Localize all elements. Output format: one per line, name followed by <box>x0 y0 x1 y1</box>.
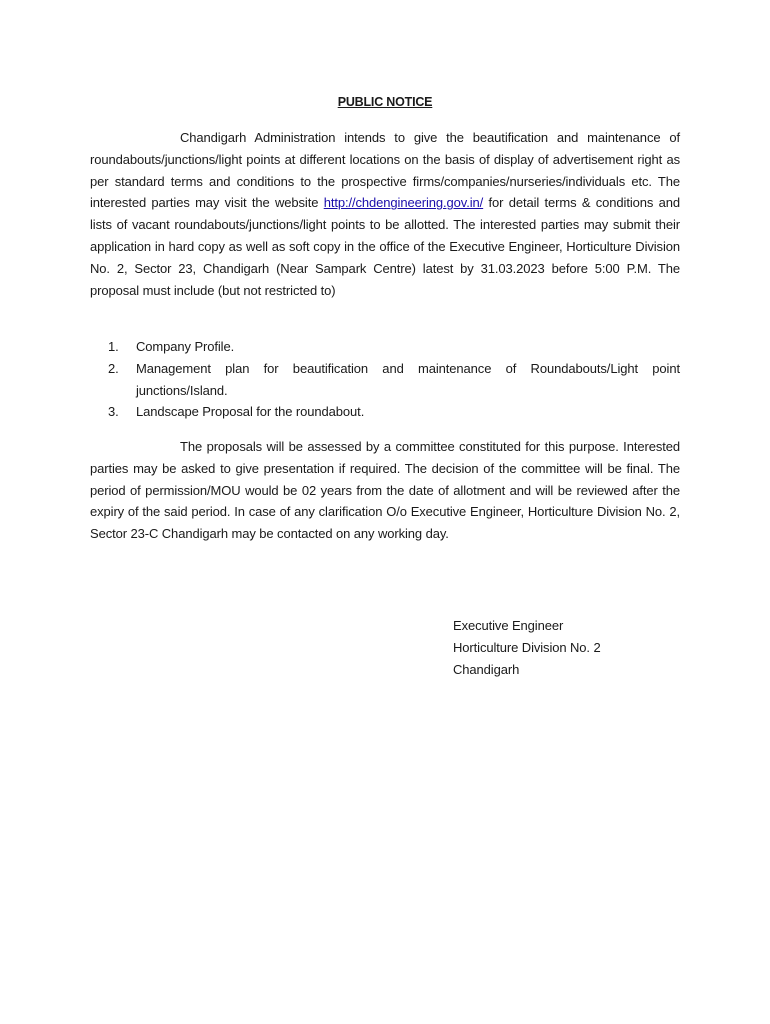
list-item <box>108 358 680 402</box>
signature-block <box>453 615 601 680</box>
website-link[interactable]: http://chdengineering.gov.in/ <box>323 195 484 211</box>
list-item-number: 3. <box>108 404 119 420</box>
paragraph-1-text-end: for detail terms & conditions and lists of vacant roundabouts/junctions/light points to be allotted. The interested parties may submit their application in hard copy as well as soft copy in the office of the Executive Engineer, Horticulture Division No. 2, Sector 23, Chandigarh (Near Sampark Centre) latest by 31.03.2023 before 5:00 P.M. The proposal must include (but not restricted to) <box>90 195 680 298</box>
list-item <box>108 336 680 358</box>
paragraph-1-text-start: Chandigarh Administration intends to give the beautification and maintenance of roundabouts/junctions/light points at different locations on the basis of display of advertisement right as per standard terms and conditions to the prospective firms/companies/nurseries/individuals etc. The interested parties may visit the website <box>90 130 680 211</box>
notice-title: PUBLIC NOTICE <box>337 95 433 109</box>
list-item <box>108 401 680 423</box>
list-item-text: Management plan for beautification and maintenance of Roundabouts/Light point junctions/Island. <box>136 360 680 398</box>
notice-paragraph-2 <box>90 436 680 545</box>
requirements-list <box>108 336 680 423</box>
signature-city: Chandigarh <box>453 661 520 677</box>
list-item-number: 2. <box>108 360 119 376</box>
list-item-number: 1. <box>108 339 119 354</box>
paragraph-2-text: The proposals will be assessed by a committee constituted for this purpose. Interested parties may be asked to give presentation if required. The decision of the committee will be final. The period of permission/MOU would be 02 years from the date of allotment and will be reviewed after the expiry of the said period. In case of any clarification O/o Executive Engineer, Horticulture Division No. 2, Sector 23-C Chandigarh may be contacted on any working day. <box>90 439 680 542</box>
signature-designation: Executive Engineer <box>453 618 564 633</box>
list-item-text: Company Profile. <box>136 339 235 354</box>
signature-division: Horticulture Division No. 2 <box>453 639 601 655</box>
notice-paragraph-1 <box>90 127 680 301</box>
list-item-text: Landscape Proposal for the roundabout. <box>136 404 365 420</box>
